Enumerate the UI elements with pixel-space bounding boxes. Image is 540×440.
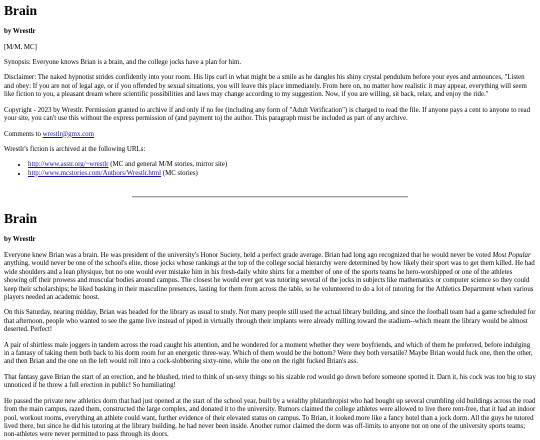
copyright: Copyright - 2023 by Wrestlr. Permission granted to archive if and only if no fee (including any form of "Adult Verification") is charged to read the file. If anyone pays a cent to anyone to read your site, you can't use this without the express permission of (and payment to) the author. This paragraph must be included as part of any archive.	[4, 106, 531, 123]
comments-email-link[interactable]: wrestlr@gmx.com	[42, 130, 94, 138]
story-paragraph: That fantasy gave Brian the start of an erection, and he blushed, tried to think of un-sexy things so his sizable rod would go down before someone spotted it. Darn it, his cock was too big to stay unnoticed if he threw a full erection in public! So humiliating!	[4, 373, 536, 390]
header-section	[4, 4, 536, 178]
story-section	[4, 212, 536, 440]
archive-item	[28, 161, 536, 169]
story-paragraph: He passed the private new athletics dorm that had just opened at the start of the school year, built by a wealthy philanthropist who had bought up several crumbling old buildings across the road from the main campus, razed them, constructed the large complex, and donated it to the university. Rumors claimed the college athletes were allowed to live there rent-free, that it had an indoor pool, workout rooms, everything an athlete could want, further evidence of their elevated status on campus. To Brian, it looked more like a fancy hotel than a jock dorm. All the guys he tutored lived there, but since he did his tutoring at the library building, he had never been inside. Another rumor claimed the dorm was off-limits to anyone not on one of the university sports teams; non-athletes were never permitted to pass through its doors.	[4, 397, 536, 439]
paragraph-text: anything, would never be one of the school's elite, those jocks whose rankings at the top of the college social hierarchy were determined by how likely their sport was to get them killed. He had wide shoulders and a lean physique, but no one would ever mistake him in his fresh-daily white shirts for a member of one of the sports teams he hero-worshipped or one of the athletes showing off their prowess and muscular bodies around campus. The closest he would ever get was tutoring several of the jocks in subjects like mathematics or computer science so they could keep their scholarships; he liked basking in their masculine presences, lasting for them from across the table, so he volunteered to do a lot of tutoring for the Athletics Department when various players needed an academic boost.	[4, 260, 535, 301]
archive-item	[28, 170, 536, 178]
archive-link-mcstories[interactable]: http://www.mcstories.com/Authors/Wrestlr.html	[28, 169, 162, 177]
comments-line	[4, 131, 536, 139]
tags: [M/M, MC]	[4, 43, 37, 51]
archive-note: (MC and general M/M stories, mirror site)	[108, 161, 228, 169]
archive-note: (MC stories)	[161, 169, 198, 177]
disclaimer: Disclaimer: The naked hypnotist strides confidently into your room. His lips curl in what might be a smile as he dangles his shiny crystal pendulum before your eyes and announces, "Listen and obey: If you are not of legal age, or if you offended by sexual situations, you will leave this place immediately. From here on, no matter how realistic it may appear, everything will seem like fiction to you, a pleasant dream where scientific possibilities and laws may change according to my suggestion. Now, if you are willing, sit back, relax, and enjoy the ride."	[4, 74, 527, 99]
section-divider	[132, 196, 409, 198]
comments-prefix: Comments to	[4, 130, 43, 138]
archive-list	[4, 161, 536, 178]
emphasis-text: Most Popular	[492, 251, 531, 259]
story-paragraph	[4, 252, 536, 303]
archive-intro: Wrestlr's fiction is archived at the following URLs:	[4, 145, 146, 153]
story-byline: by Wrestlr	[4, 236, 36, 244]
story-title: Brain	[4, 211, 38, 227]
synopsis: Synopsis: Everyone knows Brian is a brain, and the college jocks have a plan for him.	[4, 59, 242, 67]
story-paragraph: On this Saturday, nearing midday, Brian was headed for the library as usual to study. Not many people still used the actual library building, and since the football team had a game scheduled for that afternoon, people who wanted to see the game live instead of piped in virtually through their implants were already milling toward the stadium--which meant the library would be almost deserted. Perfect!	[4, 309, 536, 334]
story-paragraph: A pair of shirtless male joggers in tandem across the road caught his attention, and he wondered for a moment whether they were boyfriends, and which of them he preferred, before indulging in a fantasy of taking them both back to his dorm room for an energetic three-way. Which of them would be the bottom? Were they both versatile? Maybe Brian would fuck one, then the other, and then Brian and the one on the left would roll into a cock-slobbering sixty-nine, while the one on the right fucked Brian's ass.	[4, 341, 533, 366]
archive-link-asstr[interactable]: http://www.asstr.org/~wrestlr	[28, 161, 109, 169]
page-title: Brain	[4, 3, 38, 18]
paragraph-text: Everyone knew Brian was a brain. He was president of the university's Honor Society, held a perfect grade average. Brian had long ago recognized that he would never be voted	[4, 251, 493, 259]
byline: by Wrestlr	[4, 28, 36, 36]
